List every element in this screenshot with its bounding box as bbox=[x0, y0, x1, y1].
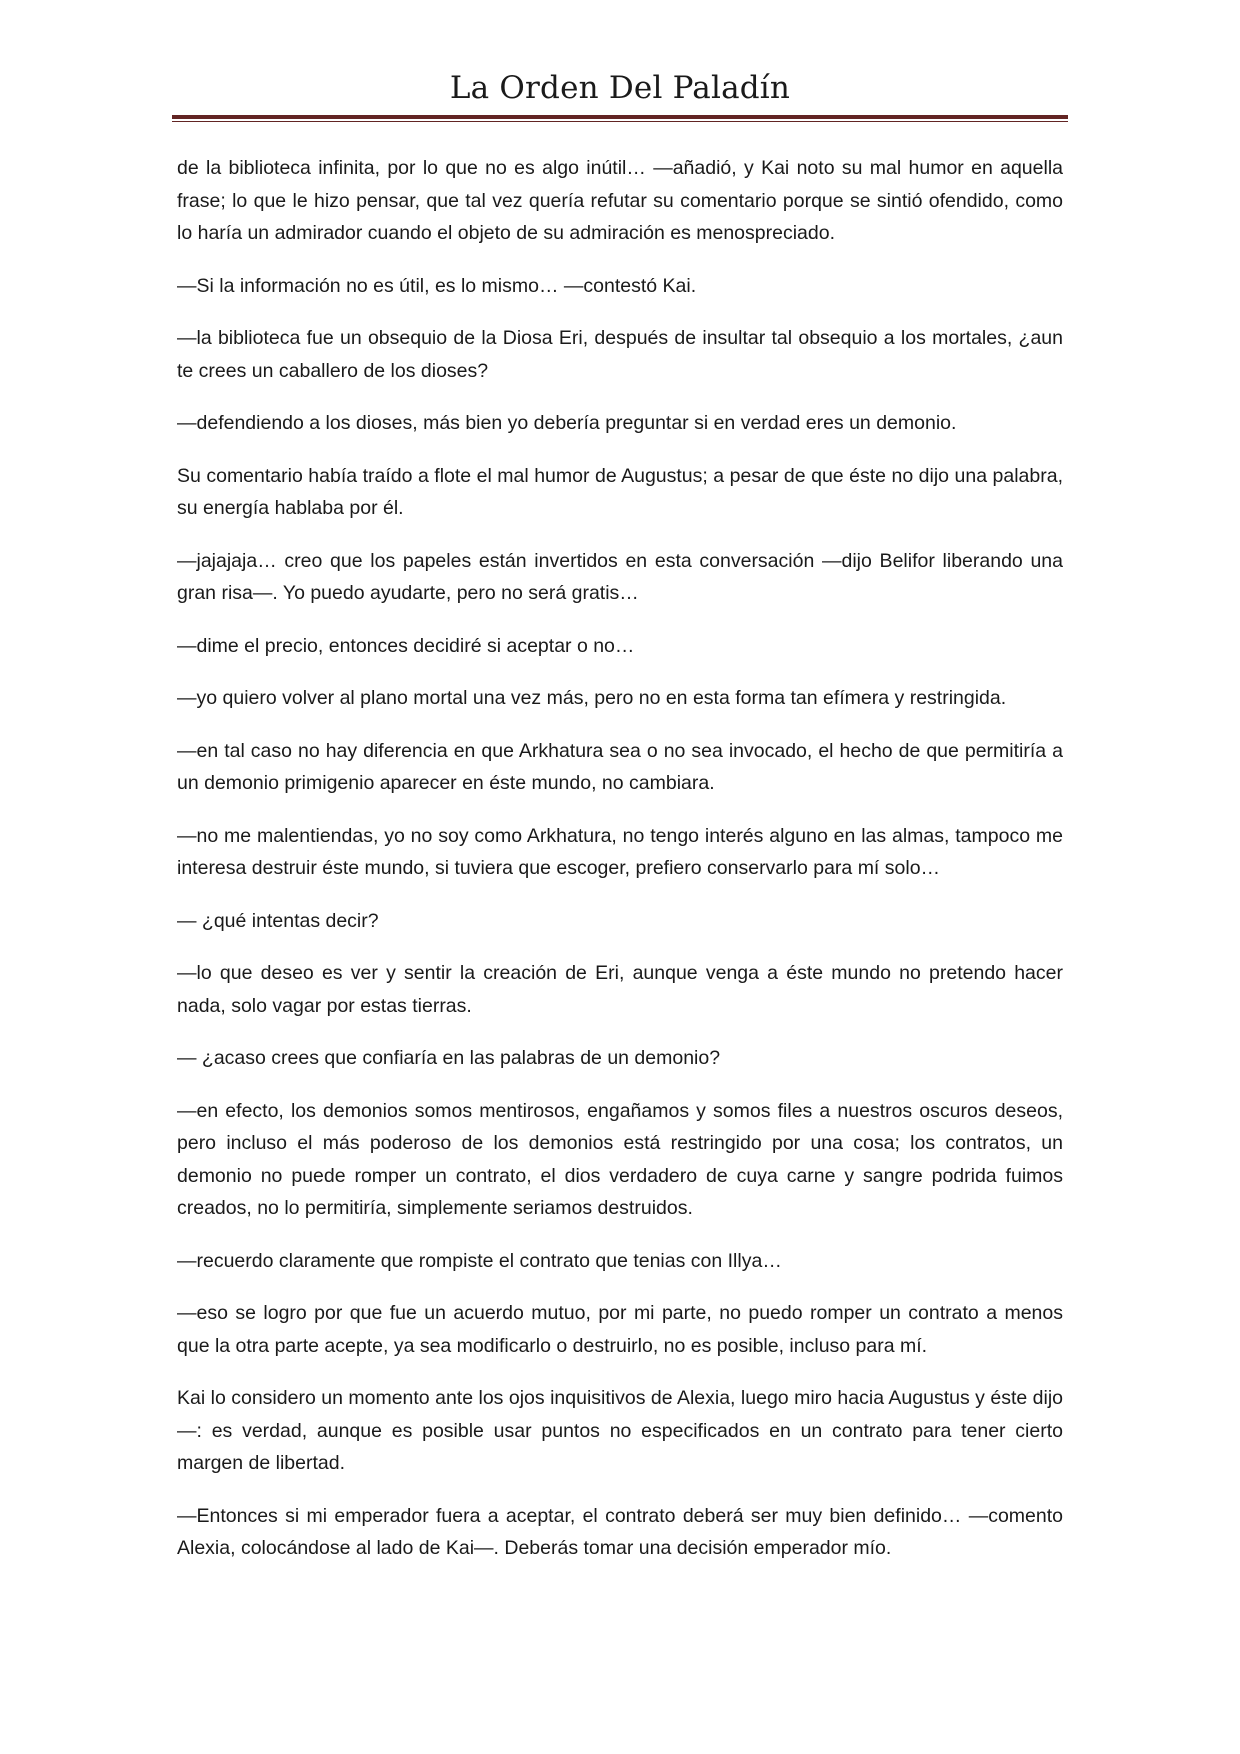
paragraph: —jajajaja… creo que los papeles están invertidos en esta conversación —dijo Belifor liberando una gran risa—. Yo puedo ayudarte, pero no será gratis… bbox=[177, 549, 1063, 604]
paragraph: Kai lo considero un momento ante los ojos inquisitivos de Alexia, luego miro hacia Augustus y éste dijo—: es verdad, aunque es posible usar puntos no especificados en un contrato para tener cierto margen de libertad. bbox=[177, 1387, 1063, 1474]
paragraph: —Si la información no es útil, es lo mismo… —contestó Kai. bbox=[177, 274, 697, 297]
paragraph: —Entonces si mi emperador fuera a aceptar, el contrato deberá ser muy bien definido… —comento Alexia, colocándose al lado de Kai—. Deberás tomar una decisión emperador mío. bbox=[177, 1504, 1063, 1559]
paragraph: —eso se logro por que fue un acuerdo mutuo, por mi parte, no puedo romper un contrato a menos que la otra parte acepte, ya sea modificarlo o destruirlo, no es posible, incluso para mí. bbox=[177, 1302, 1063, 1357]
header-rule bbox=[172, 115, 1068, 122]
paragraph: —no me malentiendas, yo no soy como Arkhatura, no tengo interés alguno en las almas, tampoco me interesa destruir éste mundo, si tuviera que escoger, prefiero conservarlo para mí solo… bbox=[177, 824, 1063, 879]
header-rule-thick bbox=[172, 115, 1068, 119]
paragraph: —la biblioteca fue un obsequio de la Diosa Eri, después de insultar tal obsequio a los mortales, ¿aun te crees un caballero de los dioses? bbox=[177, 327, 1063, 382]
paragraph: —dime el precio, entonces decidiré si aceptar o no… bbox=[177, 634, 635, 657]
paragraph: —lo que deseo es ver y sentir la creación de Eri, aunque venga a éste mundo no pretendo hacer nada, solo vagar por estas tierras. bbox=[177, 962, 1063, 1017]
paragraph: —en efecto, los demonios somos mentirosos, engañamos y somos files a nuestros oscuros deseos, pero incluso el más poderoso de los demonios está restringido por una cosa; los contratos, un demonio no puede romper un contrato, el dios verdadero de cuya carne y sangre podrida fuimos creados, no lo permitiría, simplemente seriamos destruidos. bbox=[177, 1099, 1063, 1219]
paragraph: —defendiendo a los dioses, más bien yo debería preguntar si en verdad eres un demonio. bbox=[177, 412, 957, 434]
header-title: La Orden Del Paladín bbox=[449, 70, 791, 106]
paragraph: — ¿qué intentas decir? bbox=[177, 909, 379, 932]
paragraph: —recuerdo claramente que rompiste el contrato que tenias con Illya… bbox=[177, 1249, 782, 1272]
paragraph: —en tal caso no hay diferencia en que Arkhatura sea o no sea invocado, el hecho de que permitiría a un demonio primigenio aparecer en éste mundo, no cambiara. bbox=[177, 739, 1063, 794]
paragraph: —yo quiero volver al plano mortal una vez más, pero no en esta forma tan efímera y restringida. bbox=[177, 687, 1007, 709]
paragraph: Su comentario había traído a flote el mal humor de Augustus; a pesar de que éste no dijo una palabra, su energía hablaba por él. bbox=[177, 464, 1063, 519]
paragraph: — ¿acaso crees que confiaría en las palabras de un demonio? bbox=[177, 1047, 721, 1069]
body-text bbox=[177, 152, 1063, 1585]
header-rule-thin bbox=[172, 121, 1068, 122]
paragraph: de la biblioteca infinita, por lo que no es algo inútil… —añadió, y Kai noto su mal humor en aquella frase; lo que le hizo pensar, que tal vez quería refutar su comentario porque se sintió ofendido, como lo haría un admirador cuando el objeto de su admiración es menospreciado. bbox=[177, 157, 1063, 244]
page-header bbox=[172, 70, 1068, 107]
